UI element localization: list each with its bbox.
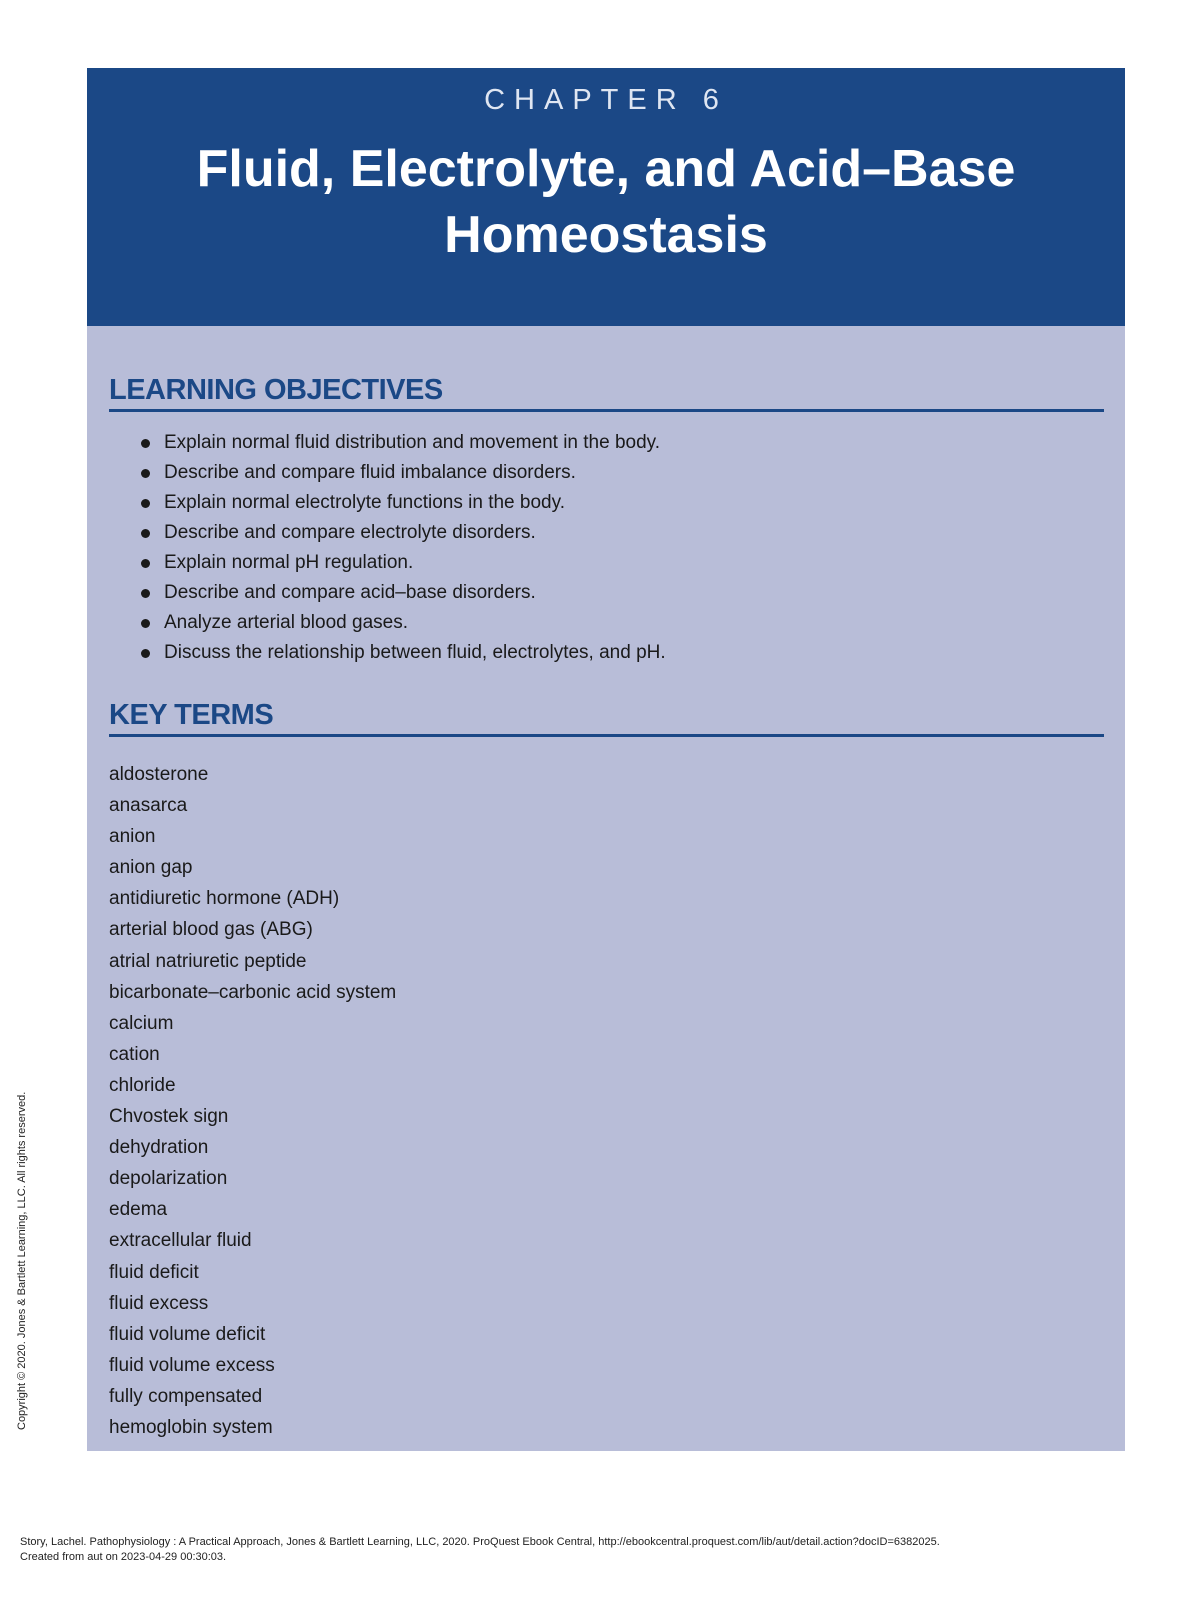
objective-item <box>140 638 1104 668</box>
chapter-label: CHAPTER 6 <box>484 84 728 116</box>
key-term: Chvostek sign <box>109 1106 229 1128</box>
objective-item <box>140 428 1104 458</box>
objective-text: Describe and compare electrolyte disorders. <box>164 522 536 543</box>
key-term: cation <box>109 1043 160 1065</box>
objective-text: Explain normal fluid distribution and movement in the body. <box>164 432 661 453</box>
copyright-notice: Copyright © 2020. Jones & Bartlett Learning, LLC. All rights reserved. <box>16 1091 28 1430</box>
bullet-icon <box>141 439 150 448</box>
objective-text: Describe and compare fluid imbalance disorders. <box>164 462 576 483</box>
learning-objectives-heading: LEARNING OBJECTIVES <box>109 373 1104 412</box>
citation-created: Created from aut on 2023-04-29 00:30:03. <box>20 1551 227 1563</box>
key-term: edema <box>109 1199 168 1221</box>
key-term: extracellular fluid <box>109 1230 252 1252</box>
key-term: fluid volume excess <box>109 1354 275 1376</box>
key-term: atrial natriuretic peptide <box>109 950 307 972</box>
chapter-banner <box>87 68 1125 326</box>
citation-source: Story, Lachel. Pathophysiology : A Practical Approach, Jones & Bartlett Learning, LLC, 2020. ProQuest Ebook Central, http://ebookcentral.proquest.com/lib/aut/detail.action?docID=6382025. <box>20 1536 940 1548</box>
key-term: fluid volume deficit <box>109 1323 266 1345</box>
key-term: fluid excess <box>109 1292 209 1314</box>
key-term: dehydration <box>109 1137 209 1159</box>
objective-item <box>140 548 1104 578</box>
objective-text: Discuss the relationship between fluid, electrolytes, and pH. <box>164 642 666 663</box>
key-term: anion gap <box>109 857 193 879</box>
objective-item <box>140 458 1104 488</box>
objective-item <box>140 578 1104 608</box>
bullet-icon <box>141 589 150 598</box>
key-term: anion <box>109 826 156 848</box>
bullet-icon <box>141 619 150 628</box>
page-frame <box>87 68 1125 1451</box>
bullet-icon <box>141 529 150 538</box>
objective-item <box>140 608 1104 638</box>
bullet-icon <box>141 499 150 508</box>
key-term: chloride <box>109 1074 176 1096</box>
key-term: hemoglobin system <box>109 1416 273 1438</box>
content-panel <box>87 326 1125 1451</box>
bullet-icon <box>141 469 150 478</box>
key-terms-heading: KEY TERMS <box>109 698 1104 737</box>
key-term: depolarization <box>109 1168 228 1190</box>
objective-text: Analyze arterial blood gases. <box>164 612 408 633</box>
bullet-icon <box>141 649 150 658</box>
key-term: fluid deficit <box>109 1261 199 1283</box>
key-term: fully compensated <box>109 1385 263 1407</box>
key-term: antidiuretic hormone (ADH) <box>109 888 340 910</box>
objective-item <box>140 518 1104 548</box>
objective-text: Explain normal pH regulation. <box>164 552 414 573</box>
citation-footer <box>20 1535 940 1565</box>
chapter-title <box>87 136 1125 268</box>
chapter-title-text: Fluid, Electrolyte, and Acid–Base Homeostasis <box>196 140 1016 264</box>
key-term: calcium <box>109 1012 174 1034</box>
key-term: anasarca <box>109 795 188 817</box>
key-terms-list <box>109 759 1104 1443</box>
key-term: aldosterone <box>109 764 209 785</box>
learning-objectives-list <box>109 428 1104 668</box>
bullet-icon <box>141 559 150 568</box>
objective-text: Describe and compare acid–base disorders. <box>164 582 536 603</box>
objective-item <box>140 488 1104 518</box>
objective-text: Explain normal electrolyte functions in the body. <box>164 492 565 513</box>
key-term: bicarbonate–carbonic acid system <box>109 981 397 1003</box>
key-term: arterial blood gas (ABG) <box>109 919 313 941</box>
